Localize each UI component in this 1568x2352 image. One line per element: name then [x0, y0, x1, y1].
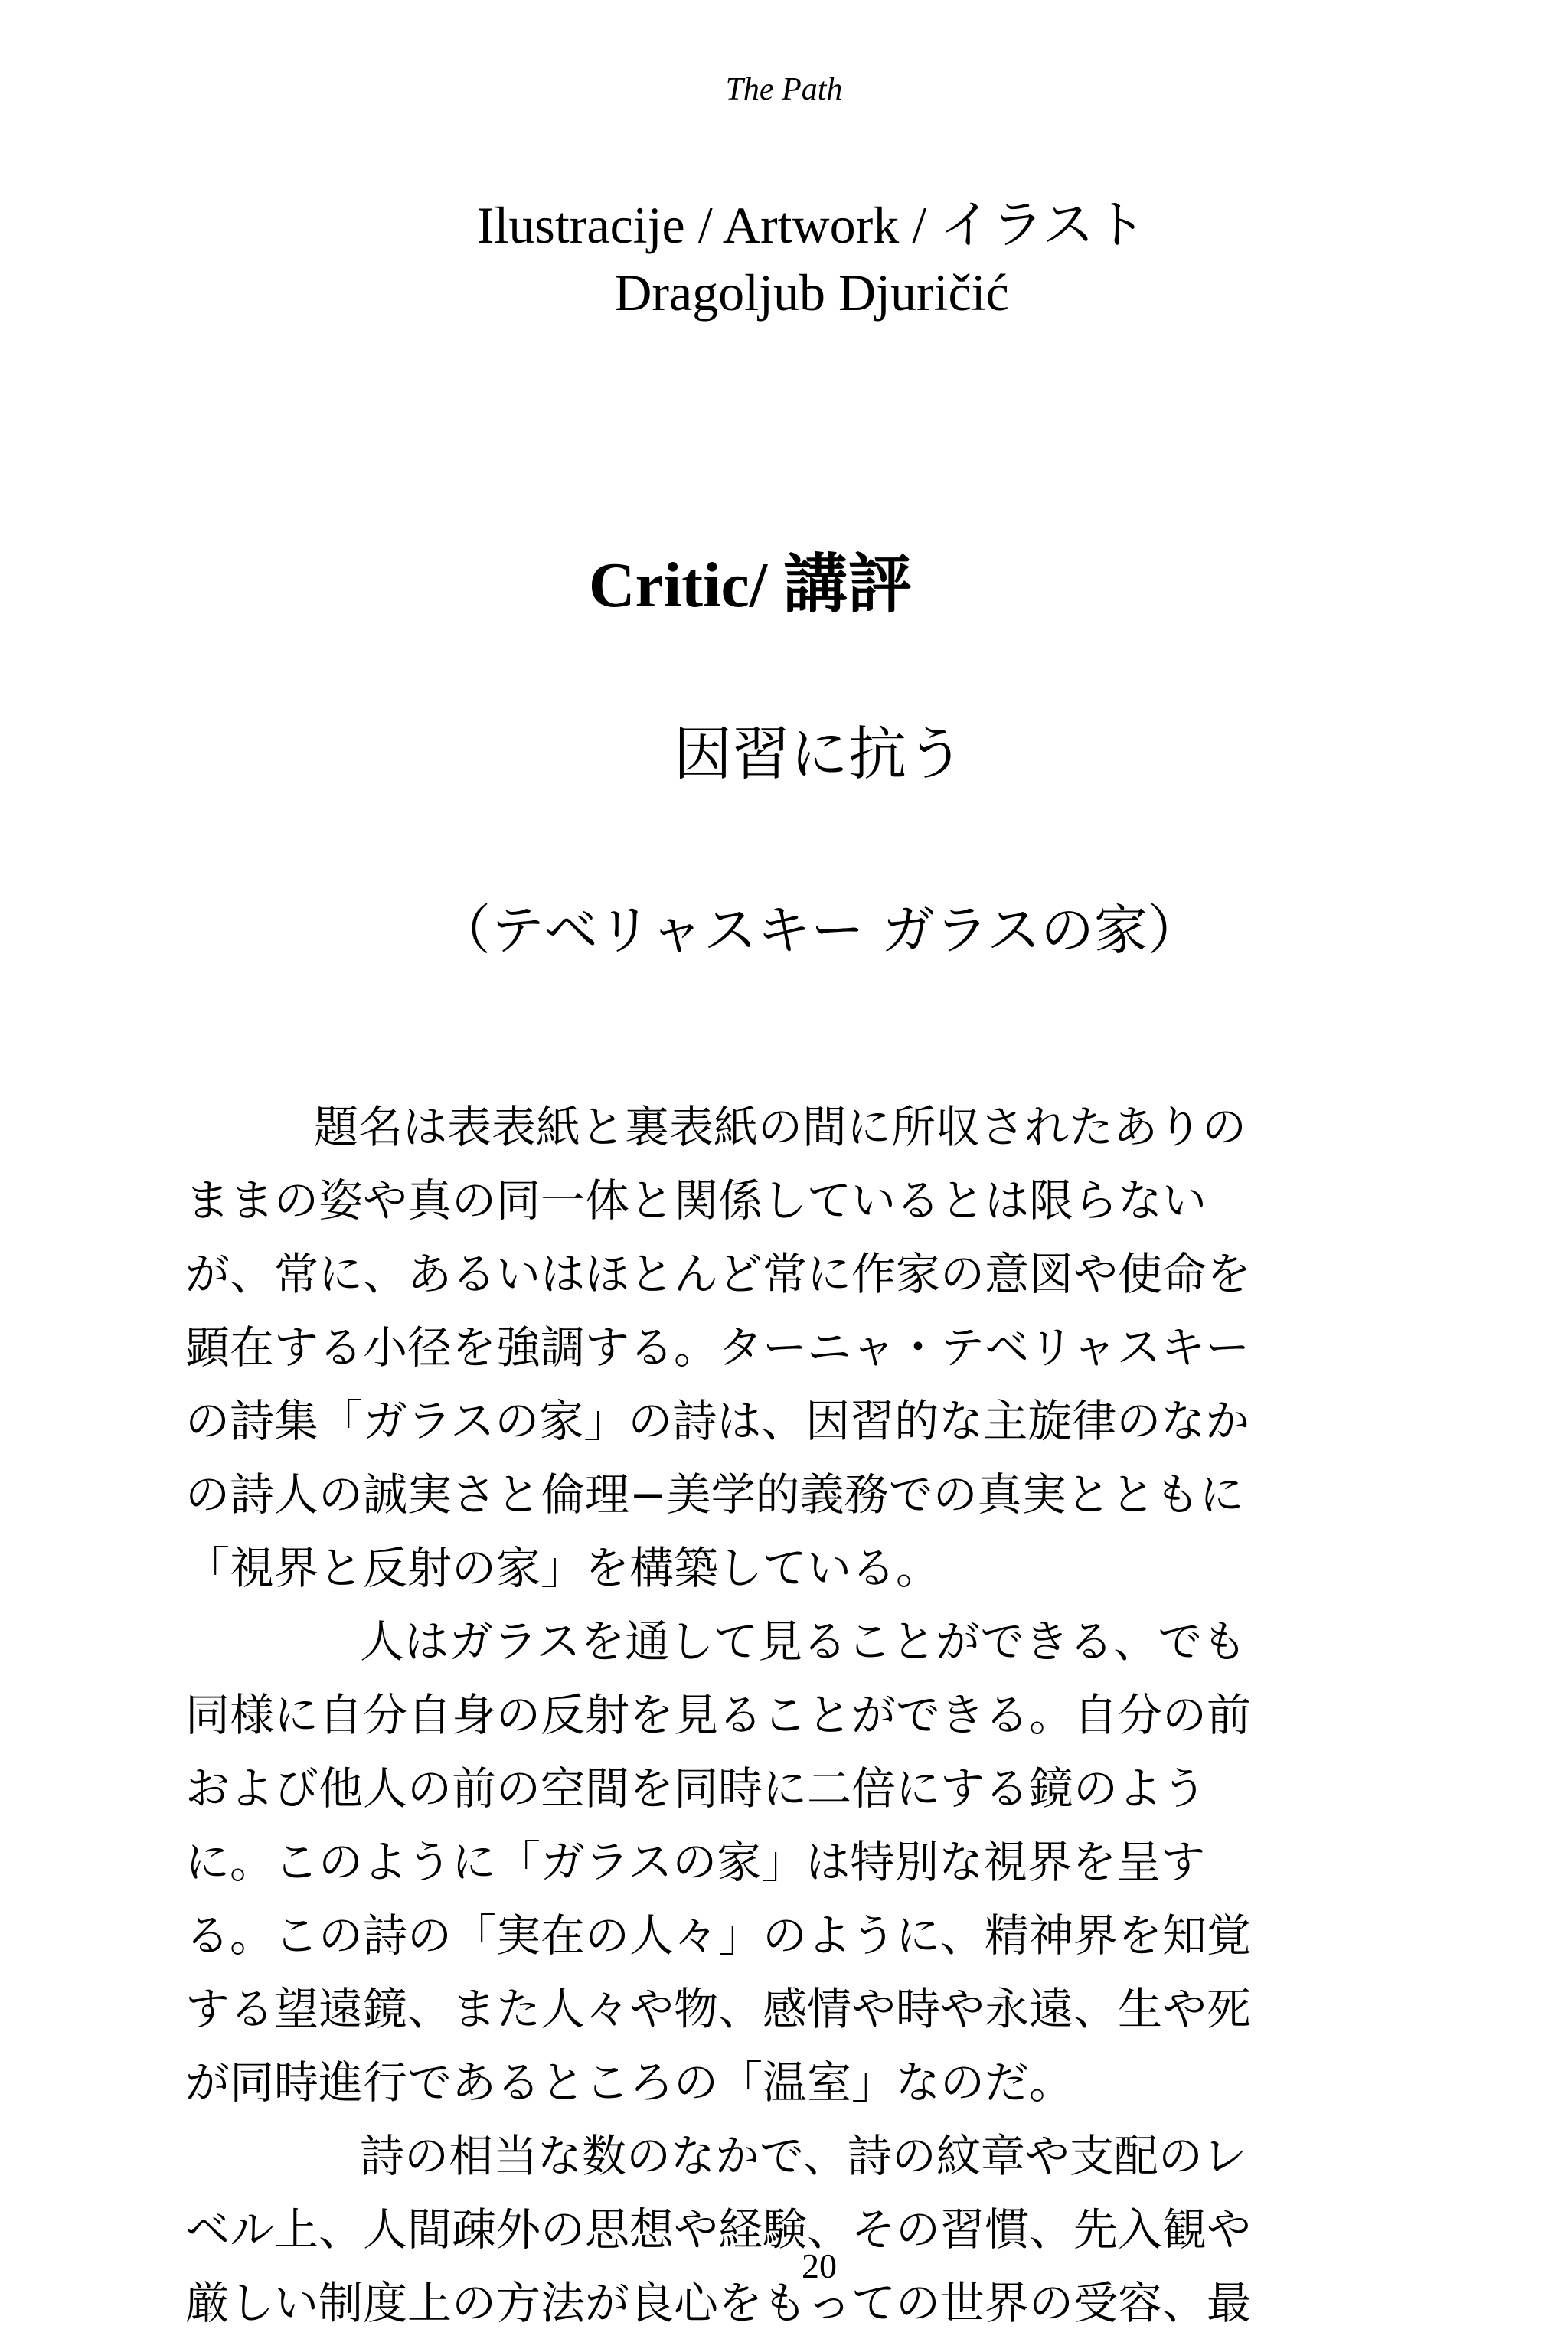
body-line: の詩人の誠実さと倫理−美学的義務での真実とともに	[185, 1468, 1244, 1521]
page-number: 20	[802, 2246, 837, 2285]
body-line: 「視界と反射の家」を構築している。	[185, 1542, 941, 1594]
body-line: の詩集「ガラスの家」の詩は、因習的な主旋律のなか	[185, 1395, 1250, 1447]
credits-artist: Dragoljub Djuričić	[614, 263, 1009, 322]
body-line: する望遠鏡、また人々や物、感情や時や永遠、生や死	[185, 1983, 1252, 2035]
article-title: 因習に抗う	[674, 720, 965, 788]
body-line: 同様に自分自身の反射を見ることができる。自分の前	[185, 1689, 1252, 1741]
body-line: 題名は表表紙と裏表紙の間に所収されたありの	[314, 1101, 1247, 1153]
body-line: ベル上、人間疎外の思想や経験、その習慣、先入観や	[185, 2203, 1252, 2256]
body-line: ままの姿や真の同一体と関係しているとは限らない	[185, 1174, 1207, 1227]
artwork-credits	[0, 191, 1568, 326]
body-line: 厳しい制度上の方法が良心をもっての世界の受容、最	[185, 2277, 1252, 2329]
article-subtitle: （テベリャスキー ガラスの家）	[436, 899, 1202, 962]
body-line: 顕在する小径を強調する。ターニャ・テベリャスキー	[185, 1321, 1250, 1374]
credits-heading: Ilustracije / Artwork / イラスト	[476, 196, 1147, 254]
body-line: が、常に、あるいはほとんど常に作家の意図や使命を	[185, 1248, 1252, 1300]
body-line: に。このように「ガラスの家」は特別な視界を呈す	[185, 1836, 1206, 1888]
section-title: Critic/ 講評	[588, 550, 913, 621]
body-line: が同時進行であるところの「温室」なのだ。	[185, 2056, 1074, 2109]
body-line: および他人の前の空間を同時に二倍にする鏡のよう	[185, 1762, 1207, 1815]
body-line: 人はガラスを通して見ることができる、でも	[360, 1615, 1247, 1668]
body-line: 詩の相当な数のなかで、詩の紋章や支配のレ	[360, 2130, 1247, 2182]
article-body	[185, 1090, 1334, 2340]
running-head: The Path	[725, 72, 843, 107]
body-line: る。この詩の「実在の人々」のように、精神界を知覚	[185, 1909, 1252, 1962]
